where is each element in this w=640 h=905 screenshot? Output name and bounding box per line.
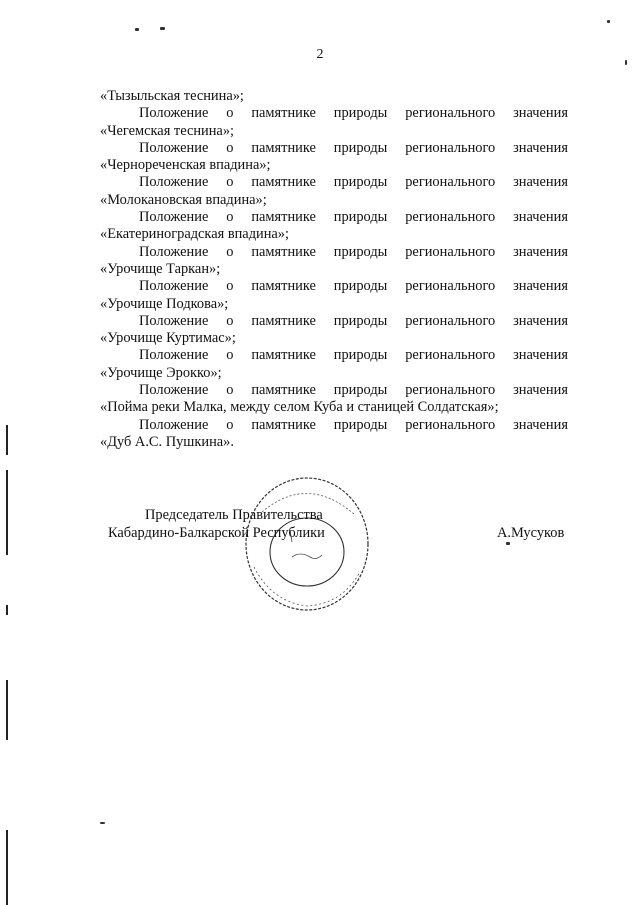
clause-word: памятнике — [251, 416, 316, 433]
scan-edge-mark — [6, 470, 8, 555]
clause-word: о — [226, 209, 234, 226]
clause-word: памятнике — [251, 139, 316, 156]
clause-line — [100, 174, 568, 191]
clause-word: природы — [333, 209, 388, 226]
clause-word: значения — [513, 105, 568, 122]
scan-speck — [160, 27, 165, 30]
clause-word: памятнике — [251, 312, 316, 329]
clause-word: о — [226, 105, 234, 122]
clause-word: природы — [333, 312, 388, 329]
clause-word: Положение — [139, 174, 209, 191]
official-stamp — [242, 472, 372, 612]
clause-word: природы — [333, 139, 388, 156]
clause-line — [100, 313, 568, 330]
clause-word: Положение — [139, 278, 209, 295]
clause-word: природы — [333, 382, 388, 399]
clause-word: памятнике — [251, 382, 316, 399]
clause-word: регионального — [405, 209, 496, 226]
scan-speck — [100, 822, 105, 824]
clause-word: природы — [333, 416, 388, 433]
clause-word: значения — [513, 209, 568, 226]
item-line: «Чернореченская впадина»; — [100, 157, 271, 174]
clause-word: регионального — [405, 312, 496, 329]
document-body — [100, 88, 568, 451]
clause-word: о — [226, 416, 234, 433]
scan-edge-mark — [6, 425, 8, 455]
clause-line — [100, 209, 568, 226]
clause-word: о — [226, 139, 234, 156]
clause-word: о — [226, 174, 234, 191]
clause-word: о — [226, 347, 234, 364]
scan-edge-mark — [6, 830, 8, 905]
clause-line — [100, 105, 568, 122]
signatory-name: А.Мусуков — [497, 525, 565, 541]
clause-word: памятнике — [251, 209, 316, 226]
clause-line — [100, 417, 568, 434]
clause-word: регионального — [405, 278, 496, 295]
scan-speck — [135, 28, 139, 31]
clause-word: Положение — [139, 139, 209, 156]
clause-word: значения — [513, 278, 568, 295]
clause-word: Положение — [139, 416, 209, 433]
clause-word: о — [226, 312, 234, 329]
clause-word: природы — [333, 347, 388, 364]
clause-word: о — [226, 382, 234, 399]
clause-word: регионального — [405, 105, 496, 122]
clause-word: Положение — [139, 105, 209, 122]
scan-speck — [506, 542, 510, 545]
clause-word: регионального — [405, 347, 496, 364]
item-line: «Урочище Таркан»; — [100, 260, 221, 277]
clause-word: природы — [333, 174, 388, 191]
clause-word: природы — [333, 278, 388, 295]
scan-speck — [607, 20, 610, 23]
clause-word: значения — [513, 382, 568, 399]
item-line: «Чегемская теснина»; — [100, 122, 235, 139]
clause-word: Положение — [139, 209, 209, 226]
clause-word: памятнике — [251, 243, 316, 260]
scan-edge-mark — [6, 605, 8, 615]
page-number: 2 — [316, 47, 324, 62]
clause-word: значения — [513, 347, 568, 364]
clause-word: о — [226, 278, 234, 295]
clause-word: значения — [513, 416, 568, 433]
clause-line — [100, 347, 568, 364]
signatory-title-line2: Кабардино-Балкарской Республики — [108, 525, 325, 541]
body-line: «Тызыльская теснина»; — [100, 88, 244, 104]
clause-word: Положение — [139, 243, 209, 260]
clause-word: Положение — [139, 347, 209, 364]
clause-word: природы — [333, 243, 388, 260]
clause-line — [100, 244, 568, 261]
signatory-title-line1: Председатель Правительства — [145, 507, 323, 523]
item-line: «Пойма реки Малка, между селом Куба и станицей Солдатская»; — [100, 399, 499, 416]
item-line: «Урочище Куртимас»; — [100, 330, 236, 347]
item-line: «Молокановская впадина»; — [100, 191, 267, 208]
item-line: «Дуб А.С. Пушкина». — [100, 433, 234, 450]
clause-word: Положение — [139, 382, 209, 399]
clause-word: регионального — [405, 174, 496, 191]
item-line: «Урочище Подкова»; — [100, 295, 229, 312]
item-line: «Урочище Эрокко»; — [100, 364, 222, 381]
clause-word: памятнике — [251, 174, 316, 191]
clause-word: регионального — [405, 243, 496, 260]
clause-word: регионального — [405, 139, 496, 156]
scan-speck — [625, 60, 627, 65]
item-line: «Екатериноградская впадина»; — [100, 226, 290, 243]
clause-word: памятнике — [251, 105, 316, 122]
clause-word: природы — [333, 105, 388, 122]
clause-word: значения — [513, 312, 568, 329]
clause-word: регионального — [405, 416, 496, 433]
clause-word: о — [226, 243, 234, 260]
clause-word: значения — [513, 243, 568, 260]
clause-word: значения — [513, 174, 568, 191]
clause-word: памятнике — [251, 278, 316, 295]
clause-line — [100, 278, 568, 295]
clause-line — [100, 382, 568, 399]
clause-line — [100, 140, 568, 157]
clause-word: Положение — [139, 312, 209, 329]
scan-edge-mark — [6, 680, 8, 740]
clause-word: значения — [513, 139, 568, 156]
clause-word: памятнике — [251, 347, 316, 364]
clause-word: регионального — [405, 382, 496, 399]
